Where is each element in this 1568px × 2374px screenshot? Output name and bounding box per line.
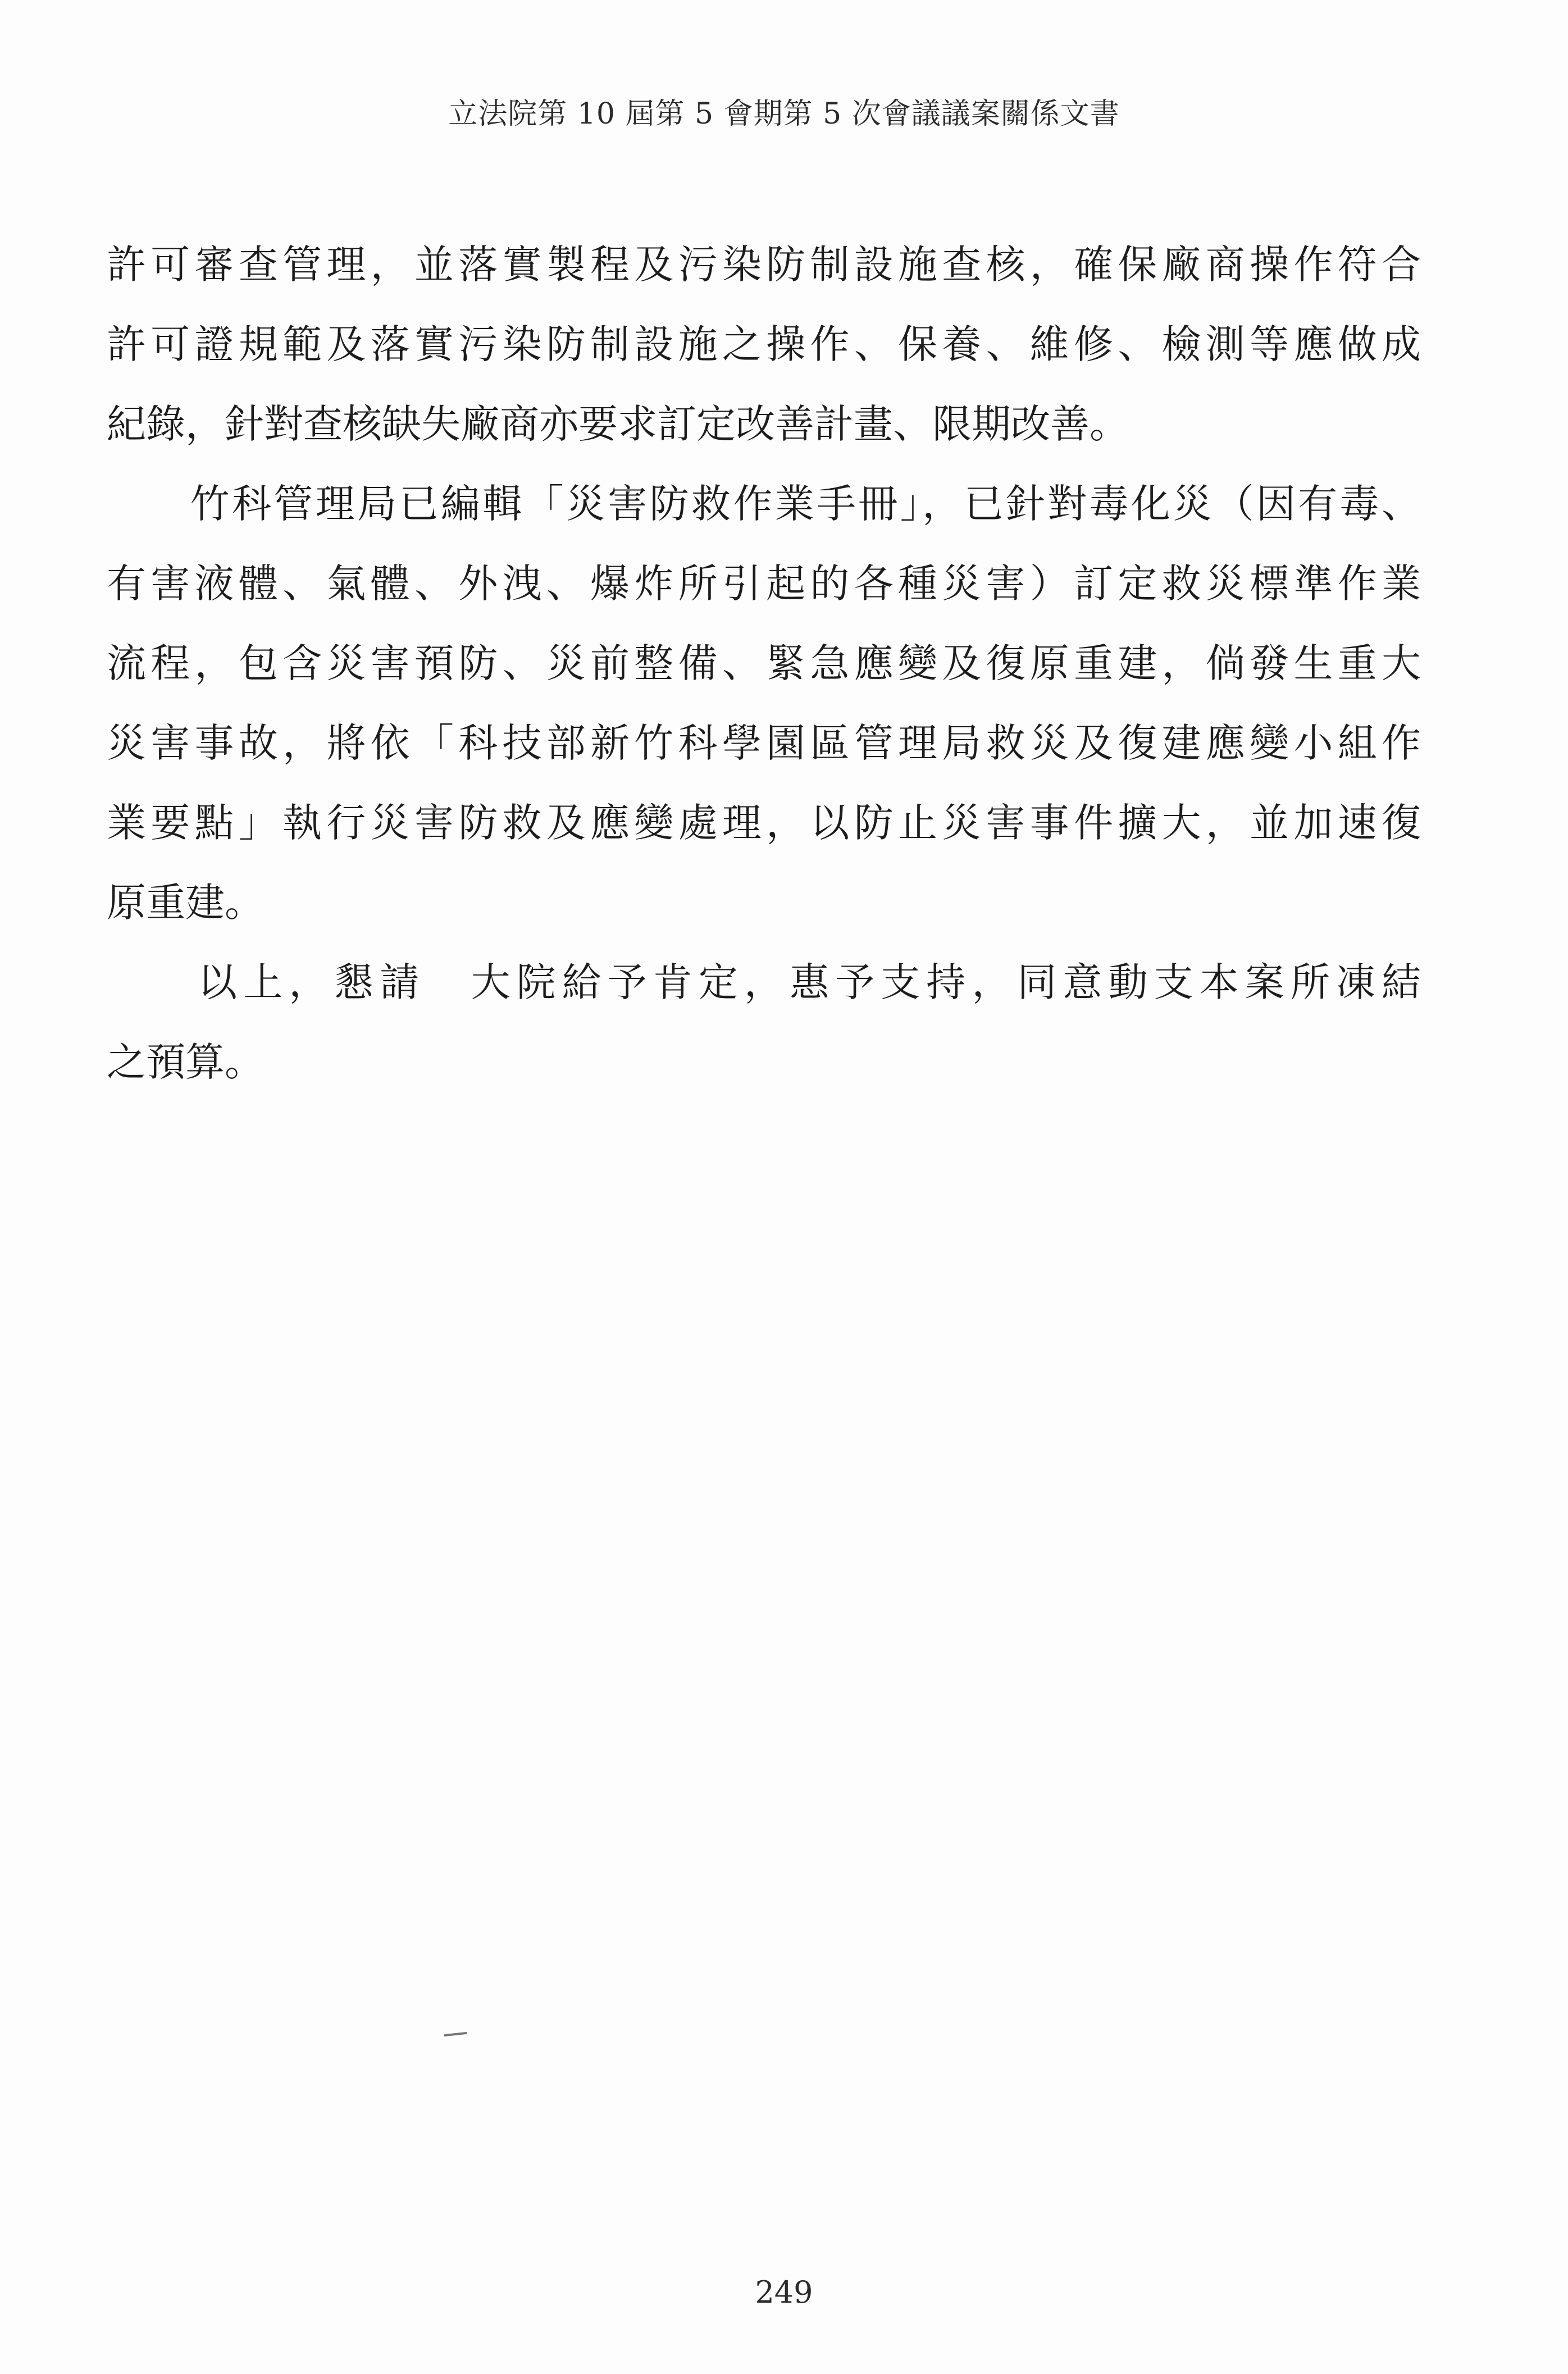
text-line: 災害事故，將依「科技部新竹科學園區管理局救災及復建應變小組作 (107, 720, 1421, 766)
document-body (107, 225, 1421, 1102)
paragraph (107, 464, 1421, 942)
paragraph (107, 942, 1421, 1102)
text-line: 業要點」執行災害防救及應變處理，以防止災害事件擴大，並加速復 (107, 800, 1421, 846)
text-line: 許可證規範及落實污染防制設施之操作、保養、維修、檢測等應做成 (107, 321, 1421, 367)
scan-speck (444, 2032, 467, 2036)
paragraph (107, 225, 1421, 464)
text-line: 紀錄，針對查核缺失廠商亦要求訂定改善計畫、限期改善。 (107, 401, 1129, 447)
text-line: 原重建。 (107, 880, 264, 926)
text-line: 之預算。 (107, 1039, 264, 1085)
page-number: 249 (755, 2275, 813, 2310)
text-line: 以上，懇請 大院給予肯定，惠予支持，同意動支本案所凍結 (107, 959, 1421, 1005)
text-line: 竹科管理局已編輯「災害防救作業手冊」，已針對毒化災（因有毒、 (107, 481, 1421, 527)
document-header: 立法院第 10 屆第 5 會期第 5 次會議議案關係文書 (448, 97, 1120, 131)
text-line: 許可審查管理，並落實製程及污染防制設施查核，確保廠商操作符合 (107, 241, 1421, 288)
text-line: 流程，包含災害預防、災前整備、緊急應變及復原重建，倘發生重大 (107, 640, 1421, 686)
text-line: 有害液體、氣體、外洩、爆炸所引起的各種災害）訂定救災標準作業 (107, 561, 1421, 607)
